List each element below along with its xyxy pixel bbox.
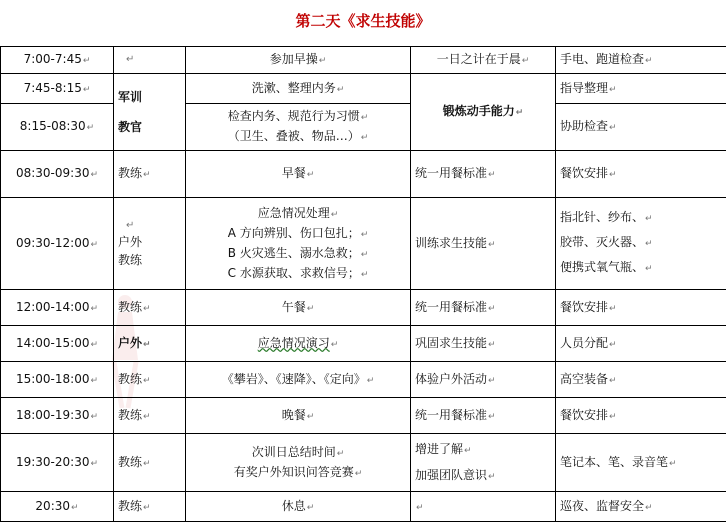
notes-cell: 协助检查↵: [556, 104, 726, 151]
activity-cell: 《攀岩》、《速降》、《定向》↵: [186, 362, 411, 398]
purpose-cell: 增进了解↵ 加强团队意识↵: [411, 434, 556, 492]
notes-cell: 餐饮安排↵: [556, 151, 726, 198]
time-cell: 19:30-20:30↵: [1, 434, 114, 492]
time-cell: 08:30-09:30↵: [1, 151, 114, 198]
notes-cell: 人员分配↵: [556, 326, 726, 362]
role-cell: 教练↵: [114, 492, 186, 522]
purpose-cell: 训练求生技能↵: [411, 198, 556, 290]
time-cell: 12:00-14:00↵: [1, 290, 114, 326]
purpose-cell: 锻炼动手能力↵: [411, 74, 556, 151]
notes-cell: 指导整理↵: [556, 74, 726, 104]
purpose-cell: 统一用餐标准↵: [411, 290, 556, 326]
time-cell: 18:00-19:30↵: [1, 398, 114, 434]
activity-cell: 应急情况演习↵: [186, 326, 411, 362]
activity-cell: 午餐↵: [186, 290, 411, 326]
role-cell: 军训 教官: [114, 74, 186, 151]
time-cell: 14:00-15:00↵: [1, 326, 114, 362]
activity-cell: 参加早操↵: [186, 47, 411, 74]
time-cell: 09:30-12:00↵: [1, 198, 114, 290]
purpose-cell: 统一用餐标准↵: [411, 151, 556, 198]
activity-cell: 检查内务、规范行为习惯↵ （卫生、叠被、物品…）↵: [186, 104, 411, 151]
role-cell: 教练↵: [114, 290, 186, 326]
purpose-cell: 统一用餐标准↵: [411, 398, 556, 434]
notes-cell: 指北针、纱布、↵ 胶带、灭火器、↵ 便携式氧气瓶、↵: [556, 198, 726, 290]
table-row: [1, 326, 726, 362]
purpose-cell: 体验户外活动↵: [411, 362, 556, 398]
time-cell: 15:00-18:00↵: [1, 362, 114, 398]
purpose-cell: 巩固求生技能↵: [411, 326, 556, 362]
activity-cell: 洗漱、整理内务↵: [186, 74, 411, 104]
activity-cell: 休息↵: [186, 492, 411, 522]
notes-cell: 餐饮安排↵: [556, 290, 726, 326]
notes-cell: 巡夜、监督安全↵: [556, 492, 726, 522]
notes-cell: 高空装备↵: [556, 362, 726, 398]
notes-cell: 笔记本、笔、录音笔↵: [556, 434, 726, 492]
activity-cell: 次训日总结时间↵ 有奖户外知识问答竞赛↵: [186, 434, 411, 492]
role-cell: 教练↵: [114, 398, 186, 434]
role-cell: ↵: [114, 47, 186, 74]
table-row: [1, 151, 726, 198]
role-cell: 户外↵: [114, 326, 186, 362]
table-row: [1, 290, 726, 326]
activity-cell: 应急情况处理↵ A 方向辨别、伤口包扎；↵ B 火灾逃生、溺水急救；↵ C 水源获取、求救信号；↵: [186, 198, 411, 290]
purpose-cell: 一日之计在于晨↵: [411, 47, 556, 74]
schedule-table: [0, 46, 726, 522]
table-row: [1, 492, 726, 522]
activity-cell: 晚餐↵: [186, 398, 411, 434]
table-row: [1, 74, 726, 104]
role-cell: 教练↵: [114, 434, 186, 492]
activity-cell: 早餐↵: [186, 151, 411, 198]
notes-cell: 手电、跑道检查↵: [556, 47, 726, 74]
role-cell: 教练↵: [114, 151, 186, 198]
table-row: [1, 398, 726, 434]
purpose-cell: ↵: [411, 492, 556, 522]
table-row: [1, 434, 726, 492]
time-cell: 7:45-8:15↵: [1, 74, 114, 104]
table-row: [1, 198, 726, 290]
table-row: [1, 47, 726, 74]
time-cell: 8:15-08:30↵: [1, 104, 114, 151]
time-cell: 20:30↵: [1, 492, 114, 522]
role-cell: 教练↵: [114, 362, 186, 398]
notes-cell: 餐饮安排↵: [556, 398, 726, 434]
table-row: [1, 362, 726, 398]
page-title: 第二天《求生技能》: [295, 12, 431, 30]
role-cell: ↵ 户外教练: [114, 198, 186, 290]
table-row: [1, 104, 726, 151]
time-cell: 7:00-7:45↵: [1, 47, 114, 74]
